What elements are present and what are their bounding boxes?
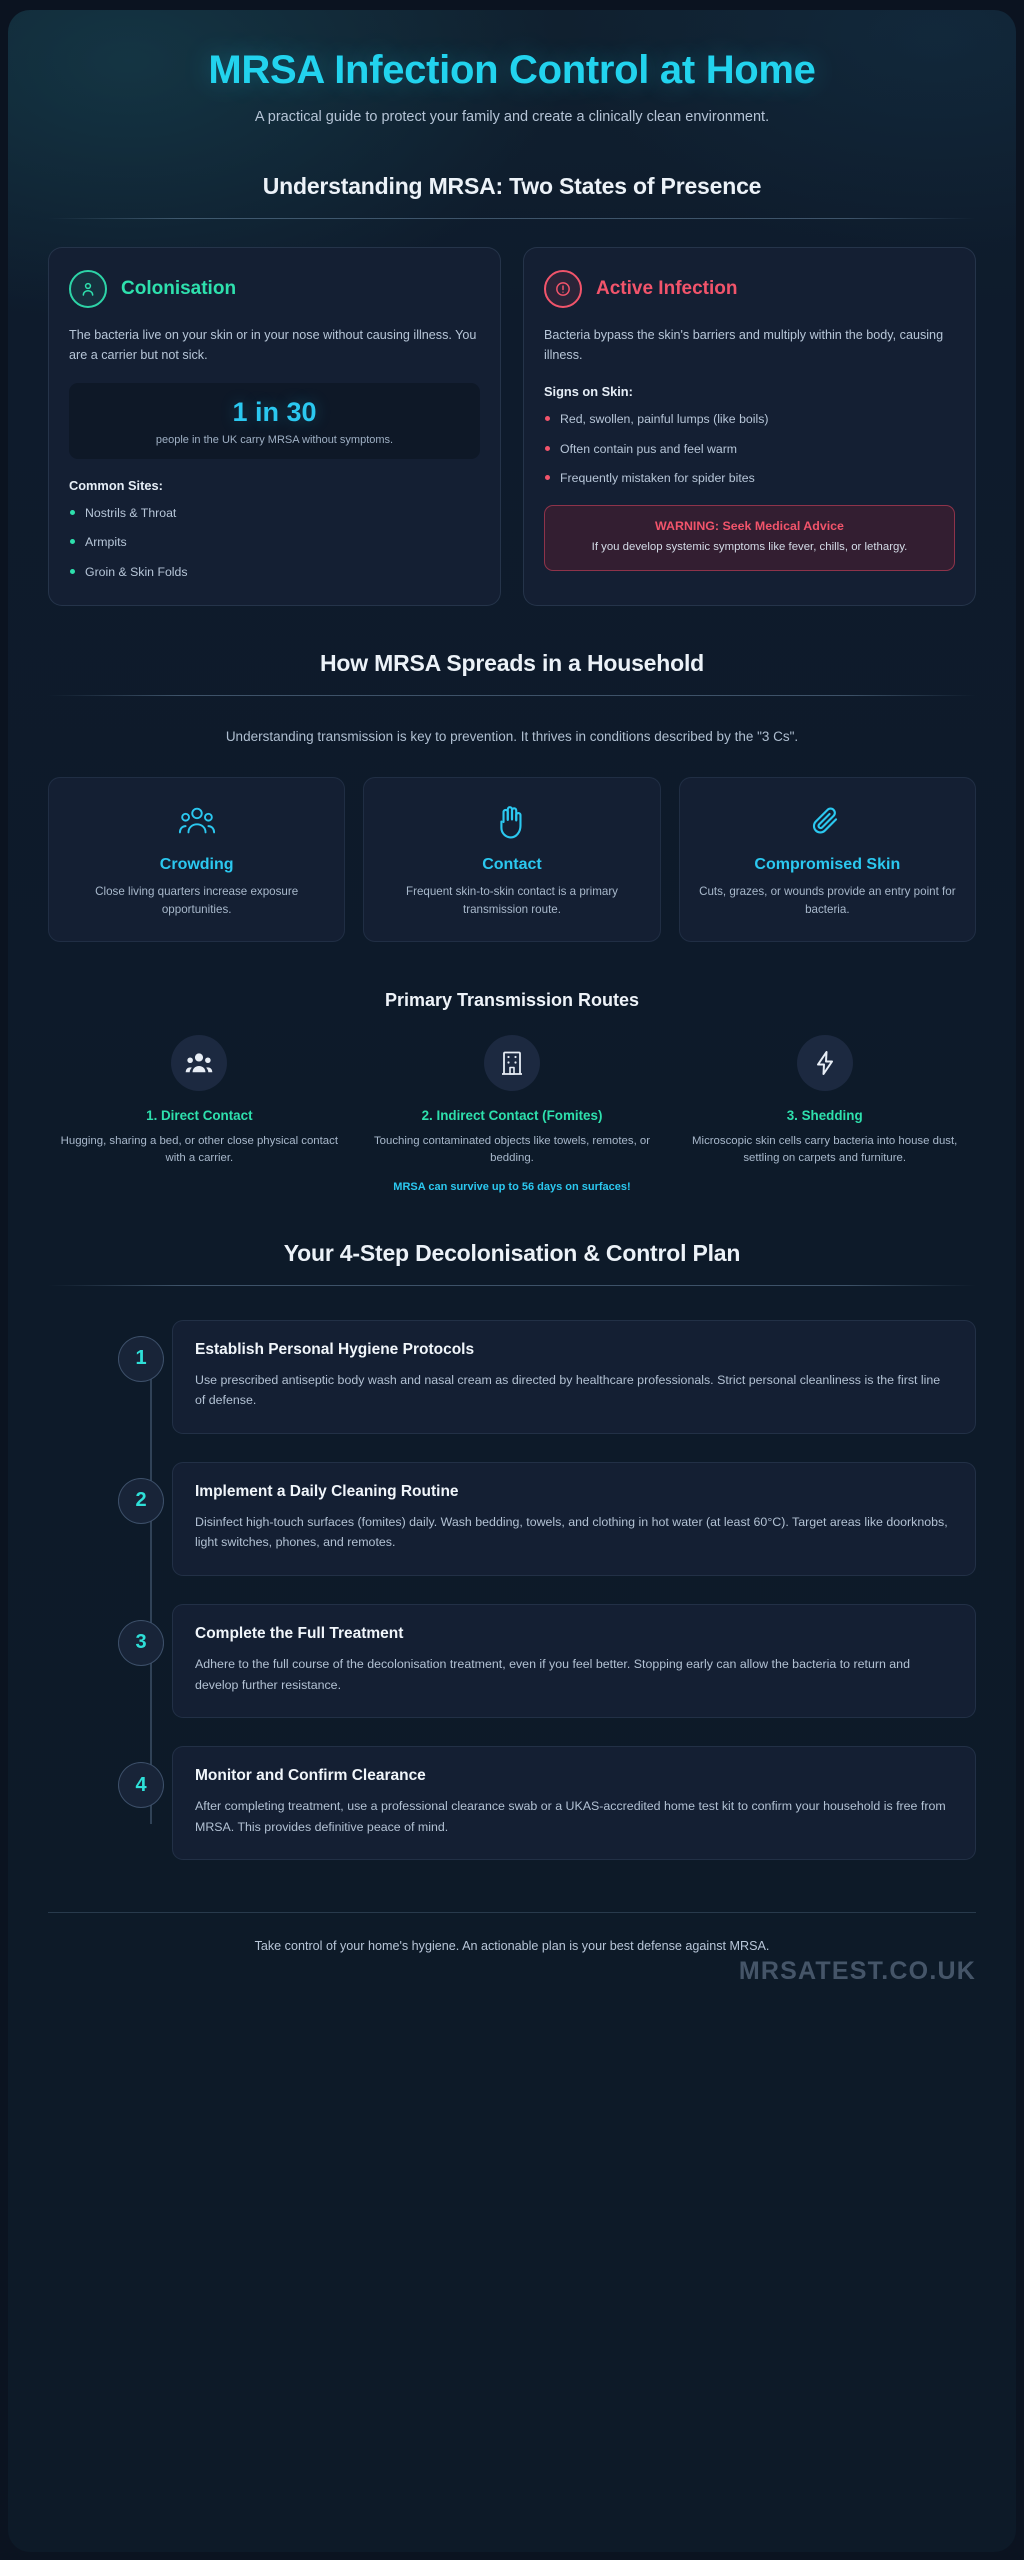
common-sites-list bbox=[69, 504, 480, 581]
step-4-number: 4 bbox=[118, 1762, 164, 1808]
step-2-desc: Disinfect high-touch surfaces (fomites) daily. Wash bedding, towels, and clothing in hot water (at least 60°C). Target areas like doorknobs, light switches, phones, and remotes. bbox=[195, 1514, 948, 1550]
warning-text: If you develop systemic symptoms like fever, chills, or lethargy. bbox=[591, 540, 908, 553]
card-crowding-desc: Close living quarters increase exposure opportunities. bbox=[95, 885, 299, 916]
paperclip-bandage-icon bbox=[696, 800, 959, 842]
step-4-title: Monitor and Confirm Clearance bbox=[195, 1767, 426, 1785]
hand-icon bbox=[380, 800, 643, 842]
routes-row bbox=[48, 1035, 976, 1196]
card-active-infection bbox=[523, 247, 976, 606]
card-contact bbox=[363, 777, 660, 941]
step-3-title: Complete the Full Treatment bbox=[195, 1624, 404, 1642]
user-circle-icon bbox=[69, 270, 107, 308]
step-4-desc: After completing treatment, use a professional clearance swab or a UKAS-accredited home test kit to confirm your household is free from MRSA. This provides definitive peace of mind. bbox=[195, 1799, 946, 1834]
stat-box-carriers bbox=[69, 383, 480, 458]
card-colonisation-header bbox=[69, 270, 480, 308]
route-direct-contact-title: 1. Direct Contact bbox=[146, 1107, 253, 1123]
signs-list bbox=[544, 410, 955, 487]
stat-value: 1 in 30 bbox=[232, 397, 317, 428]
card-active-infection-title: Active Infection bbox=[596, 277, 738, 299]
step-4-card bbox=[172, 1746, 976, 1860]
route-indirect-contact-title: 2. Indirect Contact (Fomites) bbox=[421, 1107, 603, 1123]
spread-intro-text: Understanding transmission is key to prevention. It thrives in conditions described by the "3 Cs". bbox=[225, 728, 799, 744]
route-shedding-title: 3. Shedding bbox=[786, 1107, 863, 1123]
step-1-card bbox=[172, 1320, 976, 1434]
lightning-bolt-icon bbox=[797, 1035, 853, 1091]
list-item: Often contain pus and feel warm bbox=[544, 440, 955, 458]
section-divider bbox=[48, 218, 976, 219]
state-cards-row bbox=[48, 247, 976, 606]
section-divider bbox=[48, 695, 976, 696]
steps-timeline bbox=[48, 1320, 976, 1861]
card-contact-desc: Frequent skin-to-skin contact is a primary transmission route. bbox=[406, 885, 618, 916]
page-subtitle: A practical guide to protect your family and create a clinically clean environment. bbox=[254, 108, 770, 125]
route-shedding-desc: Microscopic skin cells carry bacteria into house dust, settling on carpets and furniture. bbox=[692, 1134, 958, 1165]
step-2-title: Implement a Daily Cleaning Routine bbox=[195, 1482, 459, 1500]
warning-title: WARNING: Seek Medical Advice bbox=[655, 518, 844, 533]
card-contact-title: Contact bbox=[482, 856, 542, 874]
step-1-desc: Use prescribed antiseptic body wash and nasal cream as directed by healthcare professionals. Strict personal cleanliness is the first line of defense. bbox=[195, 1372, 941, 1408]
three-cs-row bbox=[48, 777, 976, 941]
infographic-canvas bbox=[8, 10, 1016, 2552]
routes-heading: Primary Transmission Routes bbox=[384, 989, 640, 1010]
route-indirect-contact bbox=[361, 1035, 664, 1196]
section-divider bbox=[48, 1285, 976, 1286]
card-compromised-skin-title: Compromised Skin bbox=[754, 856, 901, 874]
common-sites-heading: Common Sites: bbox=[69, 477, 163, 493]
card-compromised-skin-desc: Cuts, grazes, or wounds provide an entry point for bacteria. bbox=[699, 885, 956, 916]
step-3-desc: Adhere to the full course of the decolonisation treatment, even if you feel better. Stopping early can allow the bacteria to return and develop further resistance. bbox=[195, 1656, 910, 1692]
section-heading-spread: How MRSA Spreads in a Household bbox=[320, 649, 704, 676]
alert-circle-icon bbox=[544, 270, 582, 308]
card-crowding-title: Crowding bbox=[159, 856, 234, 874]
card-active-infection-header bbox=[544, 270, 955, 308]
footer bbox=[48, 1912, 976, 2006]
footer-text: Take control of your home's hygiene. An actionable plan is your best defense against MRSA. bbox=[254, 1939, 770, 1954]
signs-heading: Signs on Skin: bbox=[544, 384, 633, 400]
step-3-card bbox=[172, 1604, 976, 1718]
step-3 bbox=[135, 1604, 976, 1718]
list-item: Groin & Skin Folds bbox=[69, 563, 480, 581]
footer-brand: MRSATEST.CO.UK bbox=[738, 1957, 976, 1986]
timeline-connector bbox=[150, 1372, 152, 1825]
people-solid-icon bbox=[171, 1035, 227, 1091]
list-item: Frequently mistaken for spider bites bbox=[544, 469, 955, 487]
step-2-card bbox=[172, 1462, 976, 1576]
step-1-number: 1 bbox=[118, 1336, 164, 1382]
section-heading-states: Understanding MRSA: Two States of Presence bbox=[262, 172, 762, 199]
step-1-title: Establish Personal Hygiene Protocols bbox=[195, 1340, 475, 1358]
route-direct-contact bbox=[48, 1035, 351, 1196]
step-2-number: 2 bbox=[118, 1478, 164, 1524]
people-group-icon bbox=[65, 800, 328, 842]
card-colonisation-title: Colonisation bbox=[121, 277, 237, 299]
card-active-infection-body: Bacteria bypass the skin's barriers and multiply within the body, causing illness. bbox=[544, 327, 944, 362]
step-4 bbox=[135, 1746, 976, 1860]
route-direct-contact-desc: Hugging, sharing a bed, or other close physical contact with a carrier. bbox=[60, 1134, 338, 1165]
building-icon bbox=[484, 1035, 540, 1091]
card-colonisation-body: The bacteria live on your skin or in your nose without causing illness. You are a carrier but not sick. bbox=[69, 327, 477, 362]
step-1 bbox=[135, 1320, 976, 1434]
page-title: MRSA Infection Control at Home bbox=[208, 48, 816, 92]
list-item: Red, swollen, painful lumps (like boils) bbox=[544, 410, 955, 428]
step-2 bbox=[135, 1462, 976, 1576]
warning-callout bbox=[544, 505, 955, 571]
route-indirect-contact-desc: Touching contaminated objects like towels, remotes, or bedding. bbox=[373, 1134, 651, 1165]
card-crowding bbox=[48, 777, 345, 941]
route-shedding bbox=[673, 1035, 976, 1196]
section-two-states bbox=[48, 173, 976, 606]
list-item: Nostrils & Throat bbox=[69, 504, 480, 522]
section-plan bbox=[48, 1240, 976, 1861]
hero-section bbox=[48, 10, 976, 129]
list-item: Armpits bbox=[69, 533, 480, 551]
stat-label: people in the UK carry MRSA without symptoms. bbox=[155, 433, 394, 446]
section-spread bbox=[48, 650, 976, 1196]
step-3-number: 3 bbox=[118, 1620, 164, 1666]
section-heading-plan: Your 4-Step Decolonisation & Control Plan bbox=[283, 1239, 741, 1266]
card-compromised-skin bbox=[679, 777, 976, 941]
route-indirect-contact-note: MRSA can survive up to 56 days on surfaces! bbox=[393, 1180, 631, 1193]
card-colonisation bbox=[48, 247, 501, 606]
